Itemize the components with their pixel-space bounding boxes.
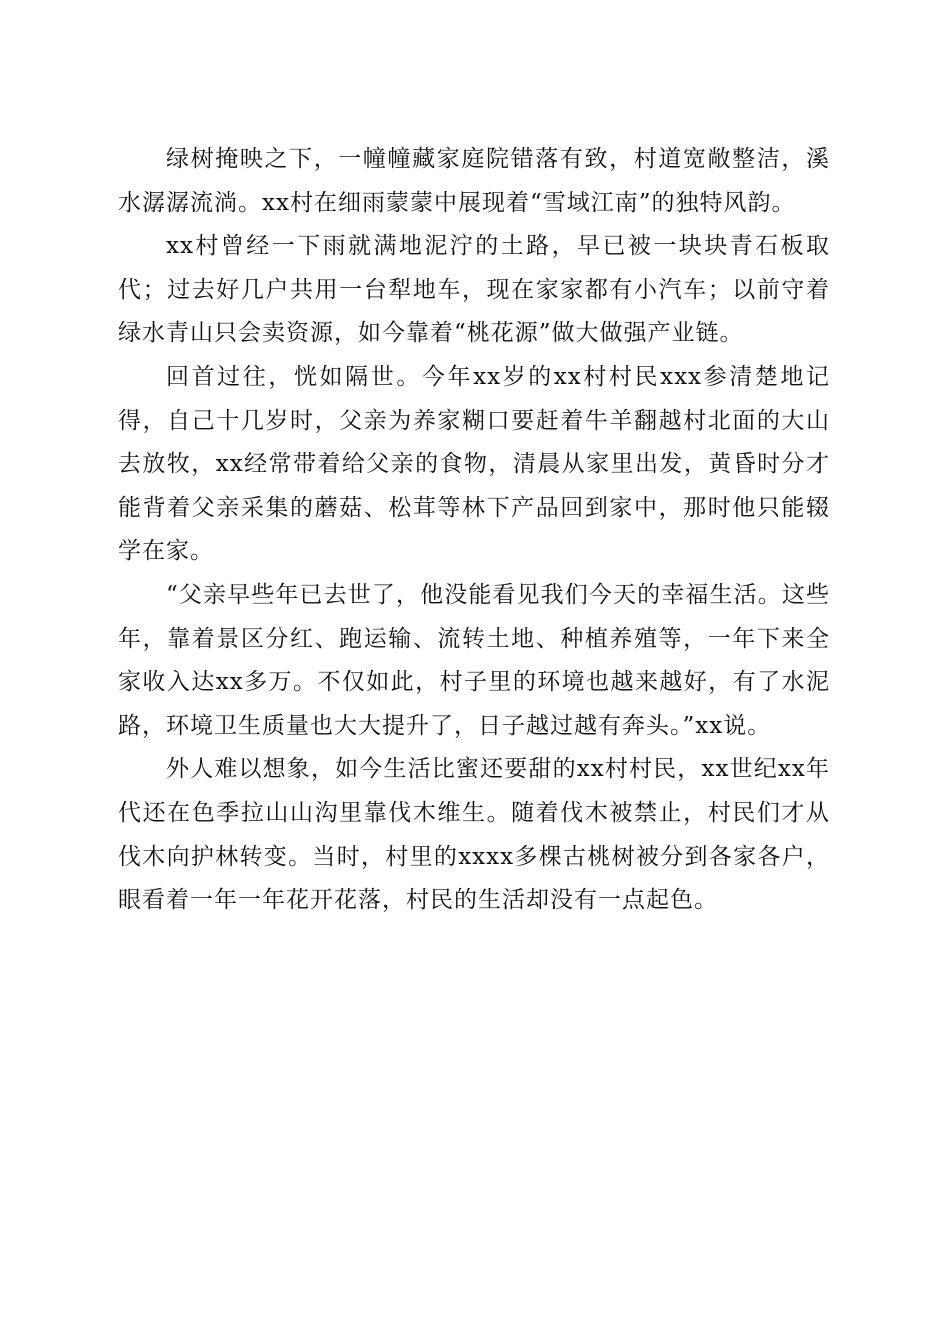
paragraph-4: “父亲早些年已去世了，他没能看见我们今天的幸福生活。这些年，靠着景区分红、跑运输、流转土地、种植养殖等，一年下来全家收入达xx多万。不仅如此，村子里的环境也越来越好，有了水泥路，环境卫生质量也大大提升了，日子越过越有奔头。”xx说。 [118, 581, 830, 739]
paragraph-1: 绿树掩映之下，一幢幢藏家庭院错落有致，村道宽敞整洁，溪水潺潺流淌。xx村在细雨蒙蒙中展现着“雪域江南”的独特风韵。 [118, 146, 830, 216]
paragraph-2: xx村曾经一下雨就满地泥泞的土路，早已被一块块青石板取代；过去好几户共用一台犁地车，现在家家都有小汽车；以前守着绿水青山只会卖资源，如今靠着“桃花源”做大做强产业链。 [118, 233, 830, 347]
paragraph-3: 回首过往，恍如隔世。今年xx岁的xx村村民xxx参清楚地记得，自己十几岁时，父亲为养家糊口要赶着牛羊翻越村北面的大山去放牧，xx经常带着给父亲的食物，清晨从家里出发，黄昏时分才能背着父亲采集的蘑菇、松茸等林下产品回到家中，那时他只能辍学在家。 [118, 363, 830, 565]
document-body [118, 138, 830, 923]
paragraph-5: 外人难以想象，如今生活比蜜还要甜的xx村村民，xx世纪xx年代还在色季拉山山沟里靠伐木维生。随着伐木被禁止，村民们才从伐木向护林转变。当时，村里的xxxx多棵古桃树被分到各家各户，眼看着一年一年花开花落，村民的生活却没有一点起色。 [118, 756, 830, 914]
